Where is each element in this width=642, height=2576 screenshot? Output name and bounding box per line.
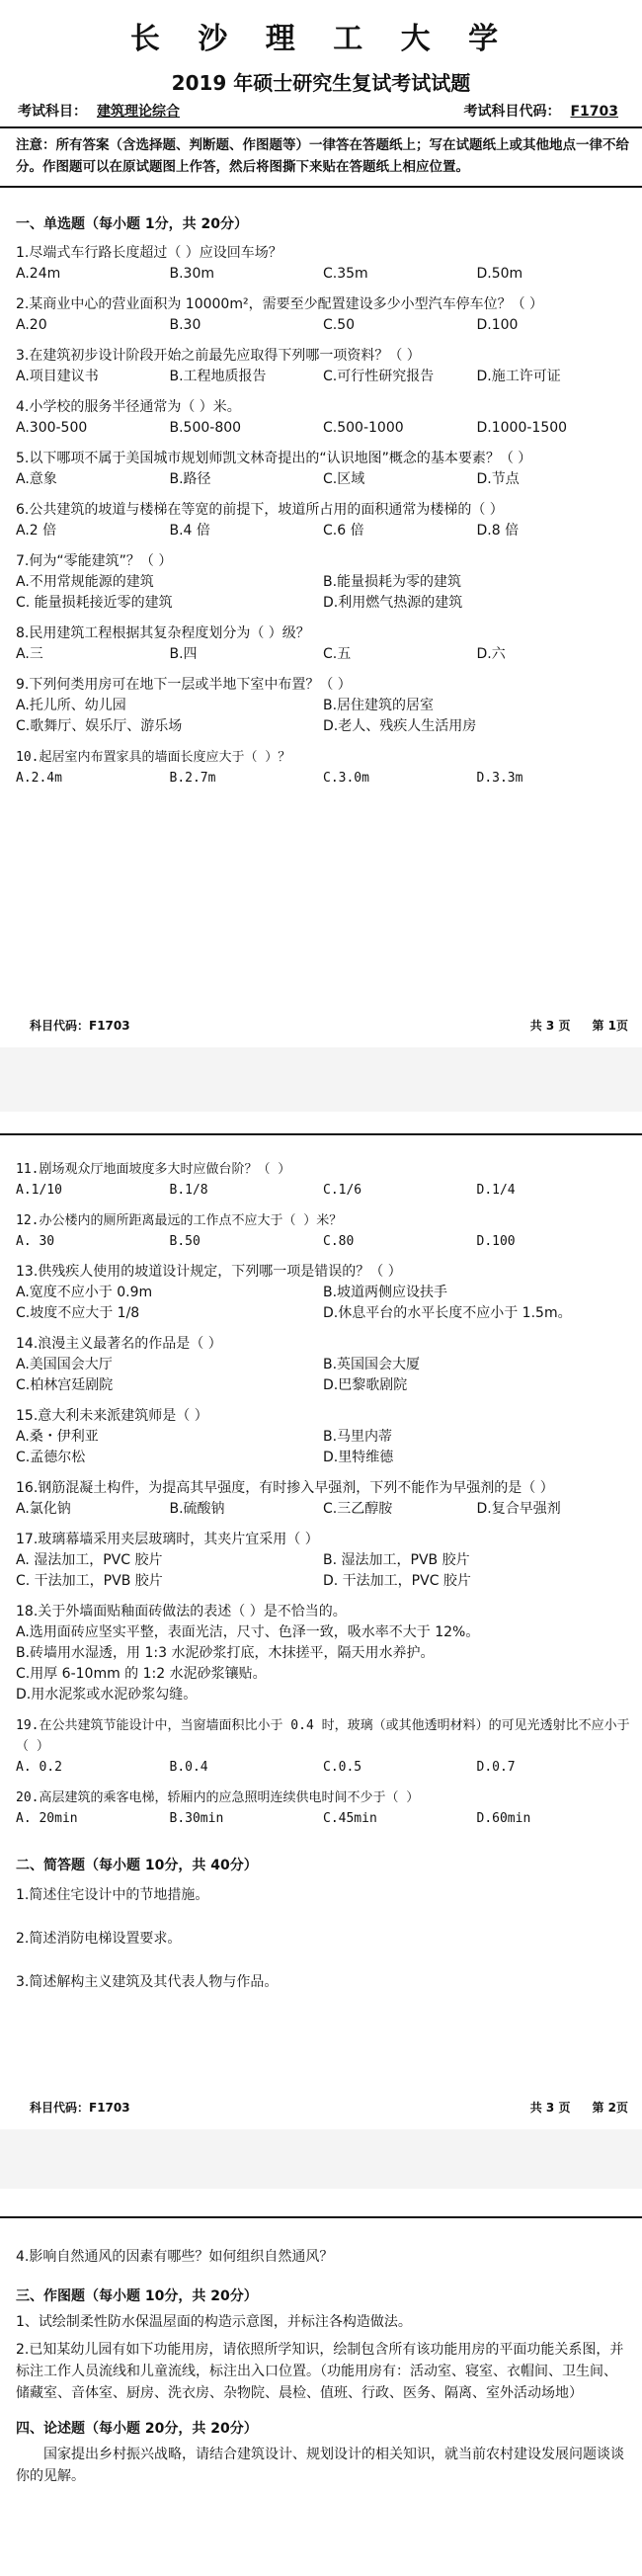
- answer-option: C.三乙醇胺: [323, 1501, 393, 1517]
- page-rule: [0, 1133, 642, 1149]
- answer-option: A.项目建议书: [16, 369, 99, 384]
- question-item: [16, 1530, 630, 1592]
- answer-option: B.砖墙用水湿透，用 1:3 水泥砂浆打底，木抹搓平，隔天用水养护。: [16, 1645, 435, 1661]
- answer-option: B.坡道两侧应设扶手: [323, 1285, 448, 1300]
- answer-options: [16, 315, 630, 336]
- exam-page-2: [0, 1112, 642, 2129]
- answer-option: D.施工许可证: [476, 369, 561, 384]
- answer-option: B.4 倍: [169, 523, 210, 539]
- answer-option: C.0.5: [323, 1760, 362, 1775]
- subject-field: [18, 101, 190, 123]
- answer-option: B.0.4: [169, 1760, 208, 1775]
- answer-option: B.2.7m: [169, 771, 216, 786]
- question-text: 9.下列何类用房可在地下一层或半地下室中布置？（ ）: [16, 677, 352, 693]
- answer-option: B.马里内蒂: [323, 1429, 393, 1445]
- question-text: 19.在公共建筑节能设计中，当窗墙面积比小于 0.4 时，玻璃（或其他透明材料）的可见光透射比不应小于（ ）: [16, 1718, 630, 1754]
- page-footer: [30, 2099, 628, 2116]
- answer-option: A.2 倍: [16, 523, 57, 539]
- question-item: [16, 1787, 630, 1829]
- answer-options: [16, 1808, 630, 1829]
- answer-option: C.35m: [323, 266, 368, 282]
- answer-option: C.孟德尔松: [16, 1450, 86, 1465]
- answer-option: C.500-1000: [323, 420, 404, 436]
- answer-option: D.1/4: [476, 1183, 516, 1198]
- section-heading: 三、作图题（每小题 10分，共 20分）: [16, 2288, 258, 2304]
- answer-option: D.巴黎歌剧院: [323, 1377, 408, 1393]
- code-value: F1703: [570, 104, 618, 120]
- answer-option: A. 20min: [16, 1811, 78, 1826]
- answer-option: D.50m: [476, 266, 523, 282]
- answer-option: C.80: [323, 1234, 355, 1249]
- answer-option: D.休息平台的水平长度不应小于 1.5m。: [323, 1305, 572, 1321]
- question-item: [16, 675, 630, 737]
- question-text: 12.办公楼内的厕所距离最远的工作点不应大于（ ）米？: [16, 1213, 343, 1228]
- code-field: [463, 101, 628, 123]
- answer-option: A.20: [16, 317, 47, 333]
- answer-option: C.区域: [323, 471, 365, 487]
- answer-option: D.里特维德: [323, 1450, 394, 1465]
- answer-options: [16, 418, 630, 439]
- answer-option: B.30m: [169, 266, 215, 282]
- question-item: [16, 747, 630, 789]
- answer-option: A.三: [16, 646, 43, 662]
- answer-option: A. 30: [16, 1234, 55, 1249]
- answer-option: B. 湿法加工，PVB 胶片: [323, 1552, 470, 1568]
- question-text: 5.以下哪项不属于美国城市规划师凯文林奇提出的“认识地图”概念的基本要素？（ ）: [16, 451, 532, 466]
- question-text: 14.浪漫主义最著名的作品是（ ）: [16, 1336, 222, 1352]
- answer-option: C.45min: [323, 1811, 377, 1826]
- answer-options: [16, 1231, 630, 1252]
- answer-option: B.能量损耗为零的建筑: [323, 574, 462, 590]
- answer-option: B.工程地质报告: [169, 369, 267, 384]
- question-item: [16, 397, 630, 439]
- answer-option: A.2.4m: [16, 771, 62, 786]
- section-heading: 一、单选题（每小题 1分，共 20分）: [16, 216, 248, 232]
- answer-options: [16, 644, 630, 665]
- answer-options: [16, 469, 630, 490]
- answer-option: D.60min: [476, 1811, 531, 1826]
- drawing-question: 2.已知某幼儿园有如下功能用房，请依照所学知识，绘制包含所有该功能用房的平面功能关系图，并标注工作人员流线和儿童流线，标注出入口位置。（功能用房有：活动室、寝室、衣帽间、卫生间、储藏室、音体室、厨房、洗衣房、杂物院、晨检、值班、行政、医务、隔离、室外活动场地）: [16, 2342, 624, 2401]
- question-text: 18.关于外墙面贴釉面砖做法的表述（ ）是不恰当的。: [16, 1604, 347, 1620]
- answer-option: A.桑・伊利亚: [16, 1429, 99, 1445]
- answer-option: A.美国国会大厅: [16, 1357, 113, 1372]
- answer-option: B.1/8: [169, 1183, 208, 1198]
- answer-option: D. 干法加工，PVC 胶片: [323, 1573, 471, 1589]
- answer-option: D.1000-1500: [476, 420, 568, 436]
- question-text: 3.在建筑初步设计阶段开始之前最先应取得下列哪一项资料？（ ）: [16, 348, 421, 364]
- question-item: [16, 449, 630, 490]
- answer-option: C.柏林宫廷剧院: [16, 1377, 114, 1393]
- question-text: 20.高层建筑的乘客电梯，轿厢内的应急照明连续供电时间不少于（ ）: [16, 1790, 420, 1805]
- answer-option: D.100: [476, 317, 519, 333]
- answer-option: B.30min: [169, 1811, 224, 1826]
- short-question: 1.简述住宅设计中的节地措施。: [16, 1887, 209, 1903]
- answer-option: C.1/6: [323, 1183, 362, 1198]
- answer-options: [16, 521, 630, 541]
- question-item: [16, 1602, 630, 1705]
- answer-option: C.用厚 6-10mm 的 1:2 水泥砂浆镶贴。: [16, 1666, 267, 1682]
- answer-options: [16, 768, 630, 789]
- question-list: [16, 1159, 630, 1829]
- question-text: 17.玻璃幕墙采用夹层玻璃时，其夹片宜采用（ ）: [16, 1532, 319, 1547]
- answer-option: B.50: [169, 1234, 201, 1249]
- answer-option: A.宽度不应小于 0.9m: [16, 1285, 153, 1300]
- section-heading: 四、论述题（每小题 20分，共 20分）: [16, 2421, 258, 2437]
- answer-option: C.6 倍: [323, 523, 364, 539]
- answer-options: [16, 1427, 630, 1468]
- answer-option: D.复合早强剂: [476, 1501, 561, 1517]
- answer-option: B.居住建筑的居室: [323, 698, 435, 713]
- code-label: 考试科目代码：: [463, 104, 561, 120]
- answer-options: [16, 1283, 630, 1324]
- answer-options: [16, 1757, 630, 1778]
- footer-page: 第 1页: [592, 1019, 628, 1033]
- question-item: [16, 623, 630, 665]
- answer-option: B.500-800: [169, 420, 242, 436]
- exam-meta: [0, 101, 642, 128]
- answer-options: [16, 696, 630, 737]
- section-heading: 二、简答题（每小题 10分，共 40分）: [16, 1858, 258, 1873]
- answer-option: A. 湿法加工，PVC 胶片: [16, 1552, 163, 1568]
- question-item: [16, 243, 630, 285]
- answer-option: B.路径: [169, 471, 211, 487]
- footer-total: 共 3 页: [529, 1019, 571, 1033]
- question-text: 8.民用建筑工程根据其复杂程度划分为（ ）级？: [16, 625, 310, 641]
- page-footer: [30, 1017, 628, 1034]
- footer-page: 第 2页: [592, 2101, 628, 2115]
- question-item: [16, 551, 630, 614]
- short-question: 3.简述解构主义建筑及其代表人物与作品。: [16, 1974, 279, 1990]
- subject-value: 建筑理论综合: [97, 104, 180, 120]
- footer-total: 共 3 页: [529, 2101, 571, 2115]
- footer-code: 科目代码：F1703: [30, 1019, 130, 1033]
- answer-option: C. 能量损耗接近零的建筑: [16, 595, 173, 611]
- question-text: 4.小学校的服务半径通常为（ ）米。: [16, 399, 241, 415]
- answer-option: A.300-500: [16, 420, 88, 436]
- answer-option: C.歌舞厅、娱乐厅、游乐场: [16, 718, 183, 734]
- answer-option: D.0.7: [476, 1760, 516, 1775]
- question-item: [16, 1210, 630, 1252]
- question-list: [16, 243, 630, 789]
- question-text: 13.供残疾人使用的坡道设计规定，下列哪一项是错误的？（ ）: [16, 1264, 402, 1280]
- answer-option: D.3.3m: [476, 771, 523, 786]
- question-text: 2.某商业中心的营业面积为 10000m²，需要至少配置建设多少小型汽车停车位？（ ）: [16, 296, 544, 312]
- answer-option: C. 干法加工，PVB 胶片: [16, 1573, 163, 1589]
- answer-option: D.六: [476, 646, 506, 662]
- answer-option: D.节点: [476, 471, 520, 487]
- question-item: [16, 1159, 630, 1201]
- exam-title: 2019 年硕士研究生复试考试试题: [171, 71, 471, 95]
- answer-options: [16, 1355, 630, 1396]
- essay-question: 国家提出乡村振兴战略，请结合建筑设计、规划设计的相关知识，就当前农村建设发展问题谈谈你的见解。: [16, 2447, 624, 2484]
- answer-option: A.氯化钠: [16, 1501, 71, 1517]
- answer-option: A.不用常规能源的建筑: [16, 574, 154, 590]
- answer-option: C.3.0m: [323, 771, 369, 786]
- subject-label: 考试科目：: [18, 104, 87, 120]
- question-text: 1.尽端式车行路长度超过（ ）应设回车场？: [16, 245, 282, 261]
- answer-option: D.利用燃气热源的建筑: [323, 595, 463, 611]
- answer-option: C.五: [323, 646, 352, 662]
- answer-option: D.用水泥浆或水泥砂浆勾缝。: [16, 1687, 198, 1703]
- exam-page-1: [0, 0, 642, 1047]
- answer-option: A.24m: [16, 266, 61, 282]
- school-name: 长 沙 理 工 大 学: [129, 22, 513, 56]
- answer-option: C.50: [323, 317, 356, 333]
- answer-option: C.可行性研究报告: [323, 369, 435, 384]
- page-gap: [0, 2129, 642, 2189]
- question-item: [16, 1334, 630, 1396]
- answer-option: D.老人、残疾人生活用房: [323, 718, 477, 734]
- answer-option: A. 0.2: [16, 1760, 62, 1775]
- drawing-question: 1、试绘制柔性防水保温屋面的构造示意图，并标注各构造做法。: [16, 2314, 412, 2330]
- page-gap: [0, 1047, 642, 1112]
- question-item: [16, 1715, 630, 1778]
- answer-option: C.坡度不应大于 1/8: [16, 1305, 140, 1321]
- question-text: 15.意大利未来派建筑师是（ ）: [16, 1408, 208, 1424]
- answer-option: A.选用面砖应坚实平整，表面光洁，尺寸、色泽一致，吸水率不大于 12%。: [16, 1624, 480, 1640]
- answer-option: A.意象: [16, 471, 57, 487]
- answer-option: B.四: [169, 646, 198, 662]
- answer-options: [16, 264, 630, 285]
- question-text: 10.起居室内布置家具的墙面长度应大于（ ）？: [16, 750, 291, 765]
- exam-notice: 注意：所有答案（含选择题、判断题、作图题等）一律答在答题纸上；写在试题纸上或其他地点一律不给分。作图题可以在原试题图上作答，然后将图撕下来贴在答题纸上相应位置。: [0, 128, 642, 188]
- page-rule: [0, 2216, 642, 2236]
- question-text: 7.何为“零能建筑”？（ ）: [16, 553, 173, 569]
- answer-option: D.8 倍: [476, 523, 520, 539]
- answer-options: [16, 1499, 630, 1520]
- answer-option: B.英国国会大厦: [323, 1357, 421, 1372]
- answer-options: [16, 1180, 630, 1201]
- exam-page-3: [0, 2189, 642, 2576]
- question-item: [16, 500, 630, 541]
- question-item: [16, 294, 630, 336]
- question-item: [16, 1478, 630, 1520]
- answer-option: A.托儿所、幼儿园: [16, 698, 126, 713]
- question-item: [16, 346, 630, 387]
- question-item: [16, 1406, 630, 1468]
- question-text: 6.公共建筑的坡道与楼梯在等宽的前提下，坡道所占用的面积通常为楼梯的（ ）: [16, 502, 504, 518]
- short-question: 2.简述消防电梯设置要求。: [16, 1931, 182, 1947]
- footer-code: 科目代码：F1703: [30, 2101, 130, 2115]
- question-text: 16.钢筋混凝土构件，为提高其早强度，有时掺入早强剂，下列不能作为早强剂的是（ ）: [16, 1480, 554, 1496]
- answer-options: [16, 572, 630, 614]
- answer-option: B.30: [169, 317, 201, 333]
- answer-option: D.100: [476, 1234, 516, 1249]
- question-item: [16, 1262, 630, 1324]
- answer-options: [16, 1550, 630, 1592]
- question-text: 11.剧场观众厅地面坡度多大时应做台阶？（ ）: [16, 1162, 291, 1177]
- short-question: 4.影响自然通风的因素有哪些？如何组织自然通风？: [16, 2249, 334, 2265]
- answer-option: B.硫酸钠: [169, 1501, 225, 1517]
- answer-option: A.1/10: [16, 1183, 62, 1198]
- answer-options: [16, 367, 630, 387]
